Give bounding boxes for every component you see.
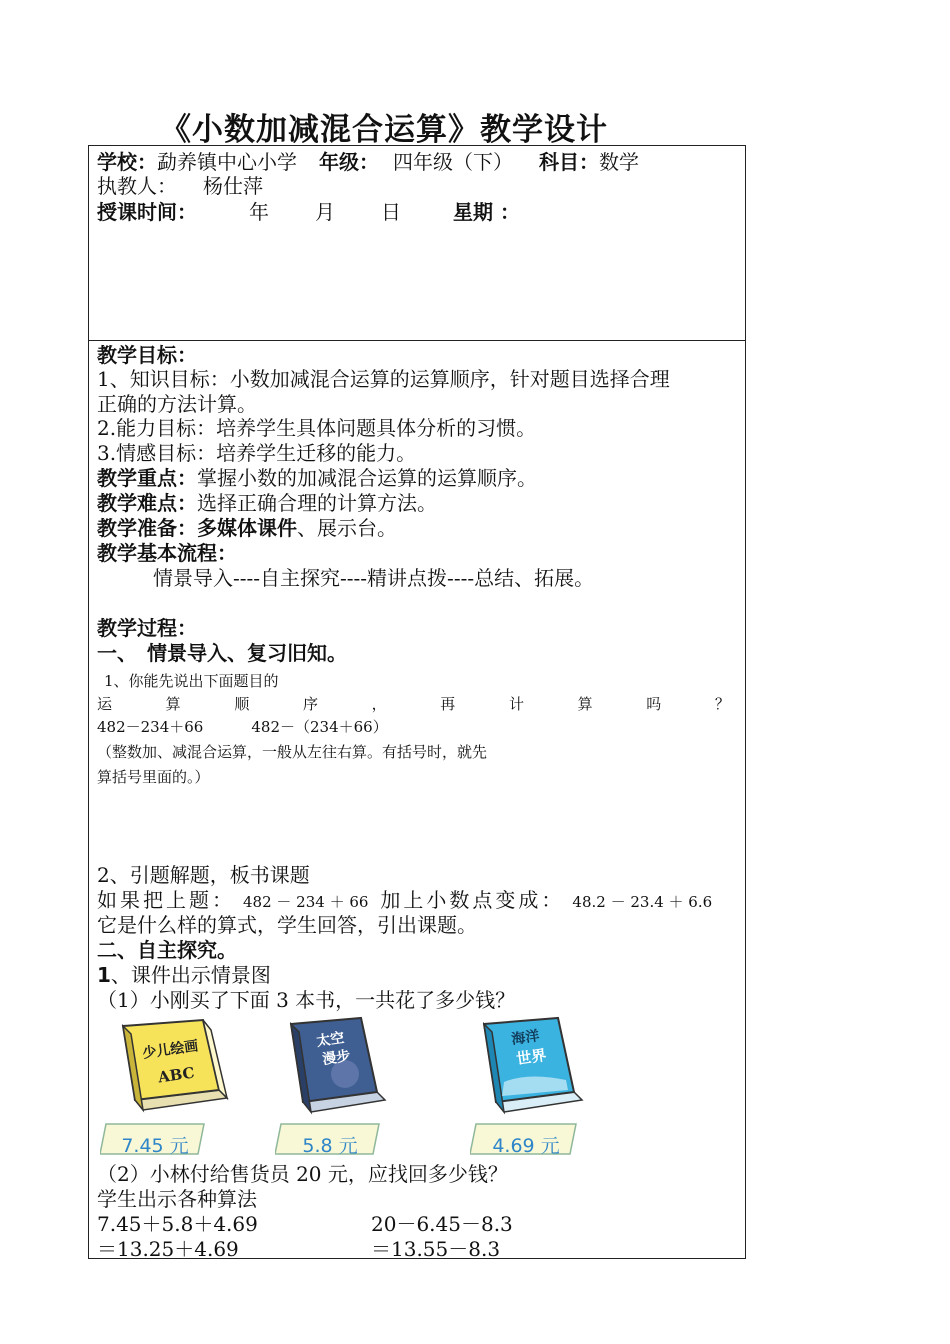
book-navy-image [285,1016,390,1116]
calc-b2: ＝13.55－8.3 [371,1237,501,1261]
teacher-row [97,174,263,198]
question-one-justified-line [97,692,730,716]
difficulty-row [97,491,437,515]
grade-value: 四年级（下） [393,150,513,174]
book-title-text: 太空 [315,1030,346,1050]
teacher-label: 执教人： [97,174,177,198]
difficulty-text: 选择正确合理的计算方法。 [197,491,437,515]
section-two-heading: 二、自主探究。 [97,938,237,962]
calc-a2: ＝13.25＋4.69 [97,1237,239,1261]
preparation-label: 教学准备：多媒体课件 [97,516,297,540]
item1-text: 、课件出示情景图 [110,963,271,987]
question-one-expressions [97,715,388,739]
knowledge-objective-line1: 1、知识目标：小数加减混合运算的运算顺序，针对题目选择合理 [97,367,670,391]
school-row [97,150,639,174]
day-label: 日 [381,200,401,224]
decimal-expression: 48.2 － 23.4 ＋ 6.6 [572,893,713,911]
subject-label: 科目： [539,150,599,174]
word: 算 [577,695,593,713]
word: 运 [97,695,113,713]
section-two-question1: （1）小刚买了下面 3 本书，一共花了多少钱？ [97,988,516,1012]
section-two-question2: （2）小林付给售货员 20 元，应找回多少钱？ [97,1162,508,1186]
flow-text: 情景导入----自主探究----精讲点拨----总结、拓展。 [153,566,595,590]
price-tag-2 [275,1122,385,1156]
book-sub-text: ABC [156,1063,196,1087]
word: 再 [440,695,456,713]
difficulty-label: 教学难点： [97,491,197,515]
question-one-note-line2: 算括号里面的。） [97,768,210,786]
integer-expression: 482 － 234 ＋ 66 [243,893,369,911]
question-one-line1: 1、你能先说出下面题目的 [104,672,279,690]
price-label: 7.45 元 [121,1135,189,1157]
book-title-text-2: 漫步 [321,1048,352,1068]
teacher-value: 杨仕萍 [203,174,263,198]
word: 顺 [234,695,250,713]
question-two-answer: 它是什么样的算式，学生回答，引出课题。 [97,913,477,937]
book-title-text: 少儿绘画 [141,1038,200,1062]
flow-heading: 教学基本流程： [97,541,237,565]
key-point-text: 掌握小数的加减混合运算的运算顺序。 [197,466,537,490]
word: 吗 [646,695,662,713]
expression-one: 482－234＋66 [97,718,204,736]
word: ， [371,695,387,713]
emotion-objective: 3.情感目标：培养学生迁移的能力。 [97,441,417,465]
word: 算 [165,695,181,713]
book-yellow-image [115,1018,230,1113]
book-shaoer [115,1018,230,1117]
year-label: 年 [249,200,269,224]
book-title-text-2: 世界 [515,1046,548,1069]
price-label: 4.69 元 [492,1135,560,1157]
grade-label: 年级： [319,150,379,174]
calc-a1: 7.45＋5.8＋4.69 [97,1212,258,1236]
item1-number: 1 [97,963,111,987]
word: 序 [302,695,318,713]
price-label: 5.8 元 [302,1135,358,1157]
student-methods-line: 学生出示各种算法 [97,1187,257,1211]
key-point-row [97,466,537,490]
time-row [97,200,520,224]
weekday-label: 星期 ： [453,200,520,224]
book-cyan-image [478,1016,588,1116]
ability-objective: 2.能力目标：培养学生具体问题具体分析的习惯。 [97,416,537,440]
price-tag-1 [100,1122,210,1156]
transform-middle: 加上小数点变成： [380,888,565,912]
book-taikong [285,1016,390,1120]
process-heading: 教学过程： [97,616,197,640]
price-tag-3 [470,1122,582,1156]
expression-two: 482－（234＋66） [251,718,388,736]
preparation-text: 、展示台。 [297,516,397,540]
school-value: 勐养镇中心小学 [157,150,297,174]
transform-prefix: 如果把上题： [97,888,235,912]
word: ？ [714,695,730,713]
calc-b1: 20－6.45－8.3 [371,1212,513,1236]
section-two-item1 [97,963,271,987]
preparation-row [97,516,397,540]
subject-value: 数学 [599,150,639,174]
time-label: 授课时间： [97,200,197,224]
word: 计 [508,695,524,713]
knowledge-objective-line2: 正确的方法计算。 [97,392,257,416]
objectives-heading: 教学目标： [97,343,197,367]
school-label: 学校： [97,150,157,174]
key-point-label: 教学重点： [97,466,197,490]
question-two-line: 2、引题解题，板书课题 [97,863,310,887]
section-one-heading: 一、 情景导入、复习旧知。 [97,641,347,665]
month-label: 月 [315,200,335,224]
document-title: 《小数加减混合运算》教学设计 [160,112,608,148]
question-one-note-line1: （整数加、减混合运算，一般从左往右算。有括号时，就先 [97,743,488,761]
book-title-text: 海洋 [510,1028,541,1048]
book-haiyang [478,1016,588,1120]
question-two-transform [97,888,712,914]
